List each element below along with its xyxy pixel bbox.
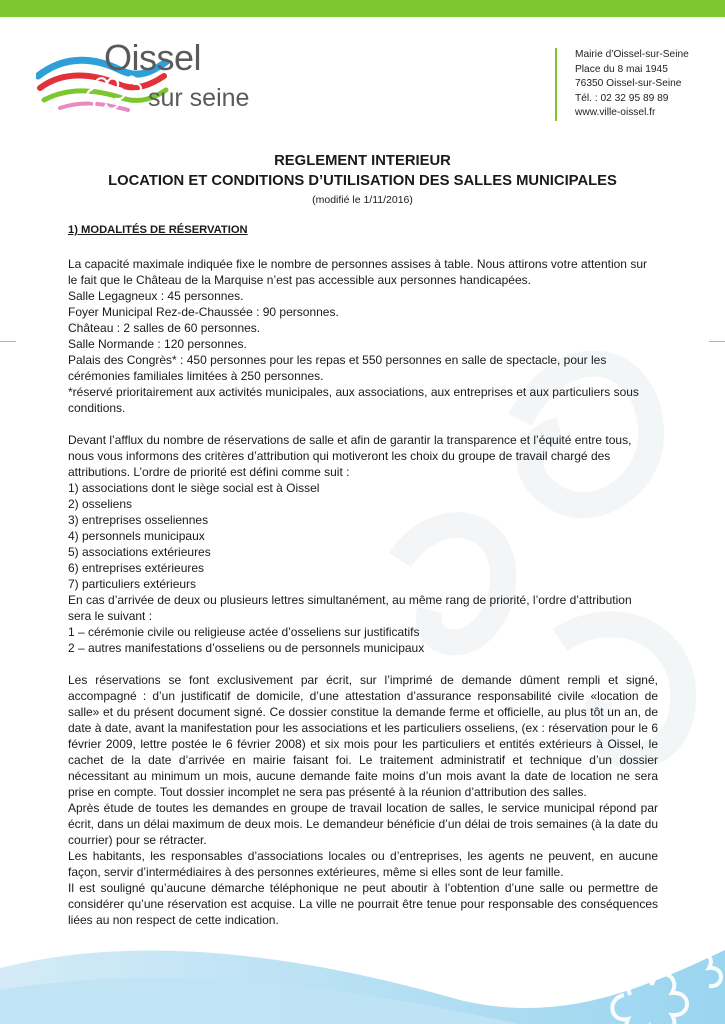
document-title: REGLEMENT INTERIEUR: [274, 153, 451, 169]
priority-item: 4) personnels municipaux: [68, 529, 205, 543]
priority-item: 1) associations dont le siège social est à Oissel: [68, 481, 320, 495]
paragraph: Il est souligné qu’aucune démarche téléphonique ne peut aboutir à l’obtention d’une salle ou permettre de considérer qu’une réservation est acquise. La ville ne pourrait être tenue pour responsable des conséquences liées au non respect de cette indication.: [68, 881, 658, 927]
paragraph: En cas d’arrivée de deux ou plusieurs lettres simultanément, au même rang de priorité, l’ordre d’attribution sera le suivant :: [68, 593, 632, 623]
contact-website[interactable]: www.ville-oissel.fr: [575, 107, 656, 118]
order-item: 2 – autres manifestations d’osseliens ou de personnels municipaux: [68, 641, 425, 655]
section-heading: 1) MODALITÉS DE RÉSERVATION: [68, 224, 248, 236]
priority-item: 5) associations extérieures: [68, 545, 211, 559]
crop-mark-right: [709, 341, 725, 342]
priority-item: 6) entreprises extérieures: [68, 561, 205, 575]
paragraph: La capacité maximale indiquée fixe le nombre de personnes assises à table. Nous attirons votre attention sur le fait que le Château de la Marquise n’est pas accessible aux personnes handicapées.: [68, 257, 647, 287]
paragraph: Les habitants, les responsables d’associations locales ou d’entreprises, les agents ne peuvent, en aucune façon, servir d’intermédiaires à des personnes extérieures, même si elles sont de leur famille.: [68, 849, 658, 879]
contact-line: Place du 8 mai 1945: [575, 63, 668, 75]
crop-mark-left: [0, 341, 16, 342]
priority-item: 3) entreprises osseliennes: [68, 513, 209, 527]
logo-subtitle: sur seine: [148, 84, 250, 112]
paragraph: Les réservations se font exclusivement par écrit, sur l’imprimé de demande dûment rempli et signé, accompagné : d’un justificatif de domicile, d’une attestation d’assurance responsabilité civile «location de salle» et du présent document signé. Ce dossier constitue la demande ferme et officielle, au plus tôt un an, de date à date, avant la manifestation pour les associations et les particuliers osseliens, (ex : réservation pour le 6 février 2009, lettre postée le 6 février 2008) et six mois pour les particuliers et entités extérieurs à Oissel, le cachet de la date d’arrivée en mairie faisant foi. Le traitement administratif et technique d’un dossier nécessitant au minimum un mois, aucune demande faite moins d’un mois avant la date de location ne sera prise en compte. Tout dossier incomplet ne sera pas présenté à la réunion d’attribution des salles.: [68, 673, 658, 799]
list-item: Salle Legagneux : 45 personnes.: [68, 289, 244, 303]
paragraph: Après étude de toutes les demandes en groupe de travail location de salles, le service municipal répond par écrit, dans un délai maximum de deux mois. Le demandeur bénéficie d’un délai de trois semaines (à la date du courrier) pour se rétracter.: [68, 801, 658, 847]
flower-icon: [612, 953, 721, 1024]
footnote: *réservé prioritairement aux activités municipales, aux associations, aux entreprises et aux particuliers sous conditions.: [68, 385, 639, 415]
contact-line: Mairie d’Oissel-sur-Seine: [575, 49, 689, 60]
order-item: 1 – cérémonie civile ou religieuse actée d’osseliens sur justificatifs: [68, 625, 420, 639]
contact-line: 76350 Oissel-sur-Seine: [575, 78, 682, 89]
paragraph: Palais des Congrès* : 450 personnes pour les repas et 550 personnes en salle de spectacle, pour les cérémonies familiales limitées à 250 personnes.: [68, 353, 607, 383]
contact-phone: Tél. : 02 32 95 89 89: [575, 92, 669, 104]
list-item: Foyer Municipal Rez-de-Chaussée : 90 personnes.: [68, 305, 339, 319]
document-subject: LOCATION ET CONDITIONS D’UTILISATION DES SALLES MUNICIPALES: [108, 173, 617, 189]
paragraph: Devant l’afflux du nombre de réservations de salle et afin de garantir la transparence et l’équité entre tous, nous vous informons des critères d’attribution qui motiveront les choix du groupe de travail chargé des attributions. L’ordre de priorité est défini comme suit :: [68, 433, 632, 479]
logo-title: Oissel: [104, 37, 202, 78]
priority-item: 7) particuliers extérieurs: [68, 577, 197, 591]
contact-block: [555, 48, 689, 121]
list-item: Salle Normande : 120 personnes.: [68, 337, 247, 351]
document-body: [68, 256, 658, 928]
document-header: [0, 151, 725, 207]
list-item: Château : 2 salles de 60 personnes.: [68, 321, 261, 335]
top-green-band: [0, 0, 725, 17]
priority-item: 2) osseliens: [68, 497, 133, 511]
modification-date: (modifié le 1/11/2016): [312, 194, 413, 206]
